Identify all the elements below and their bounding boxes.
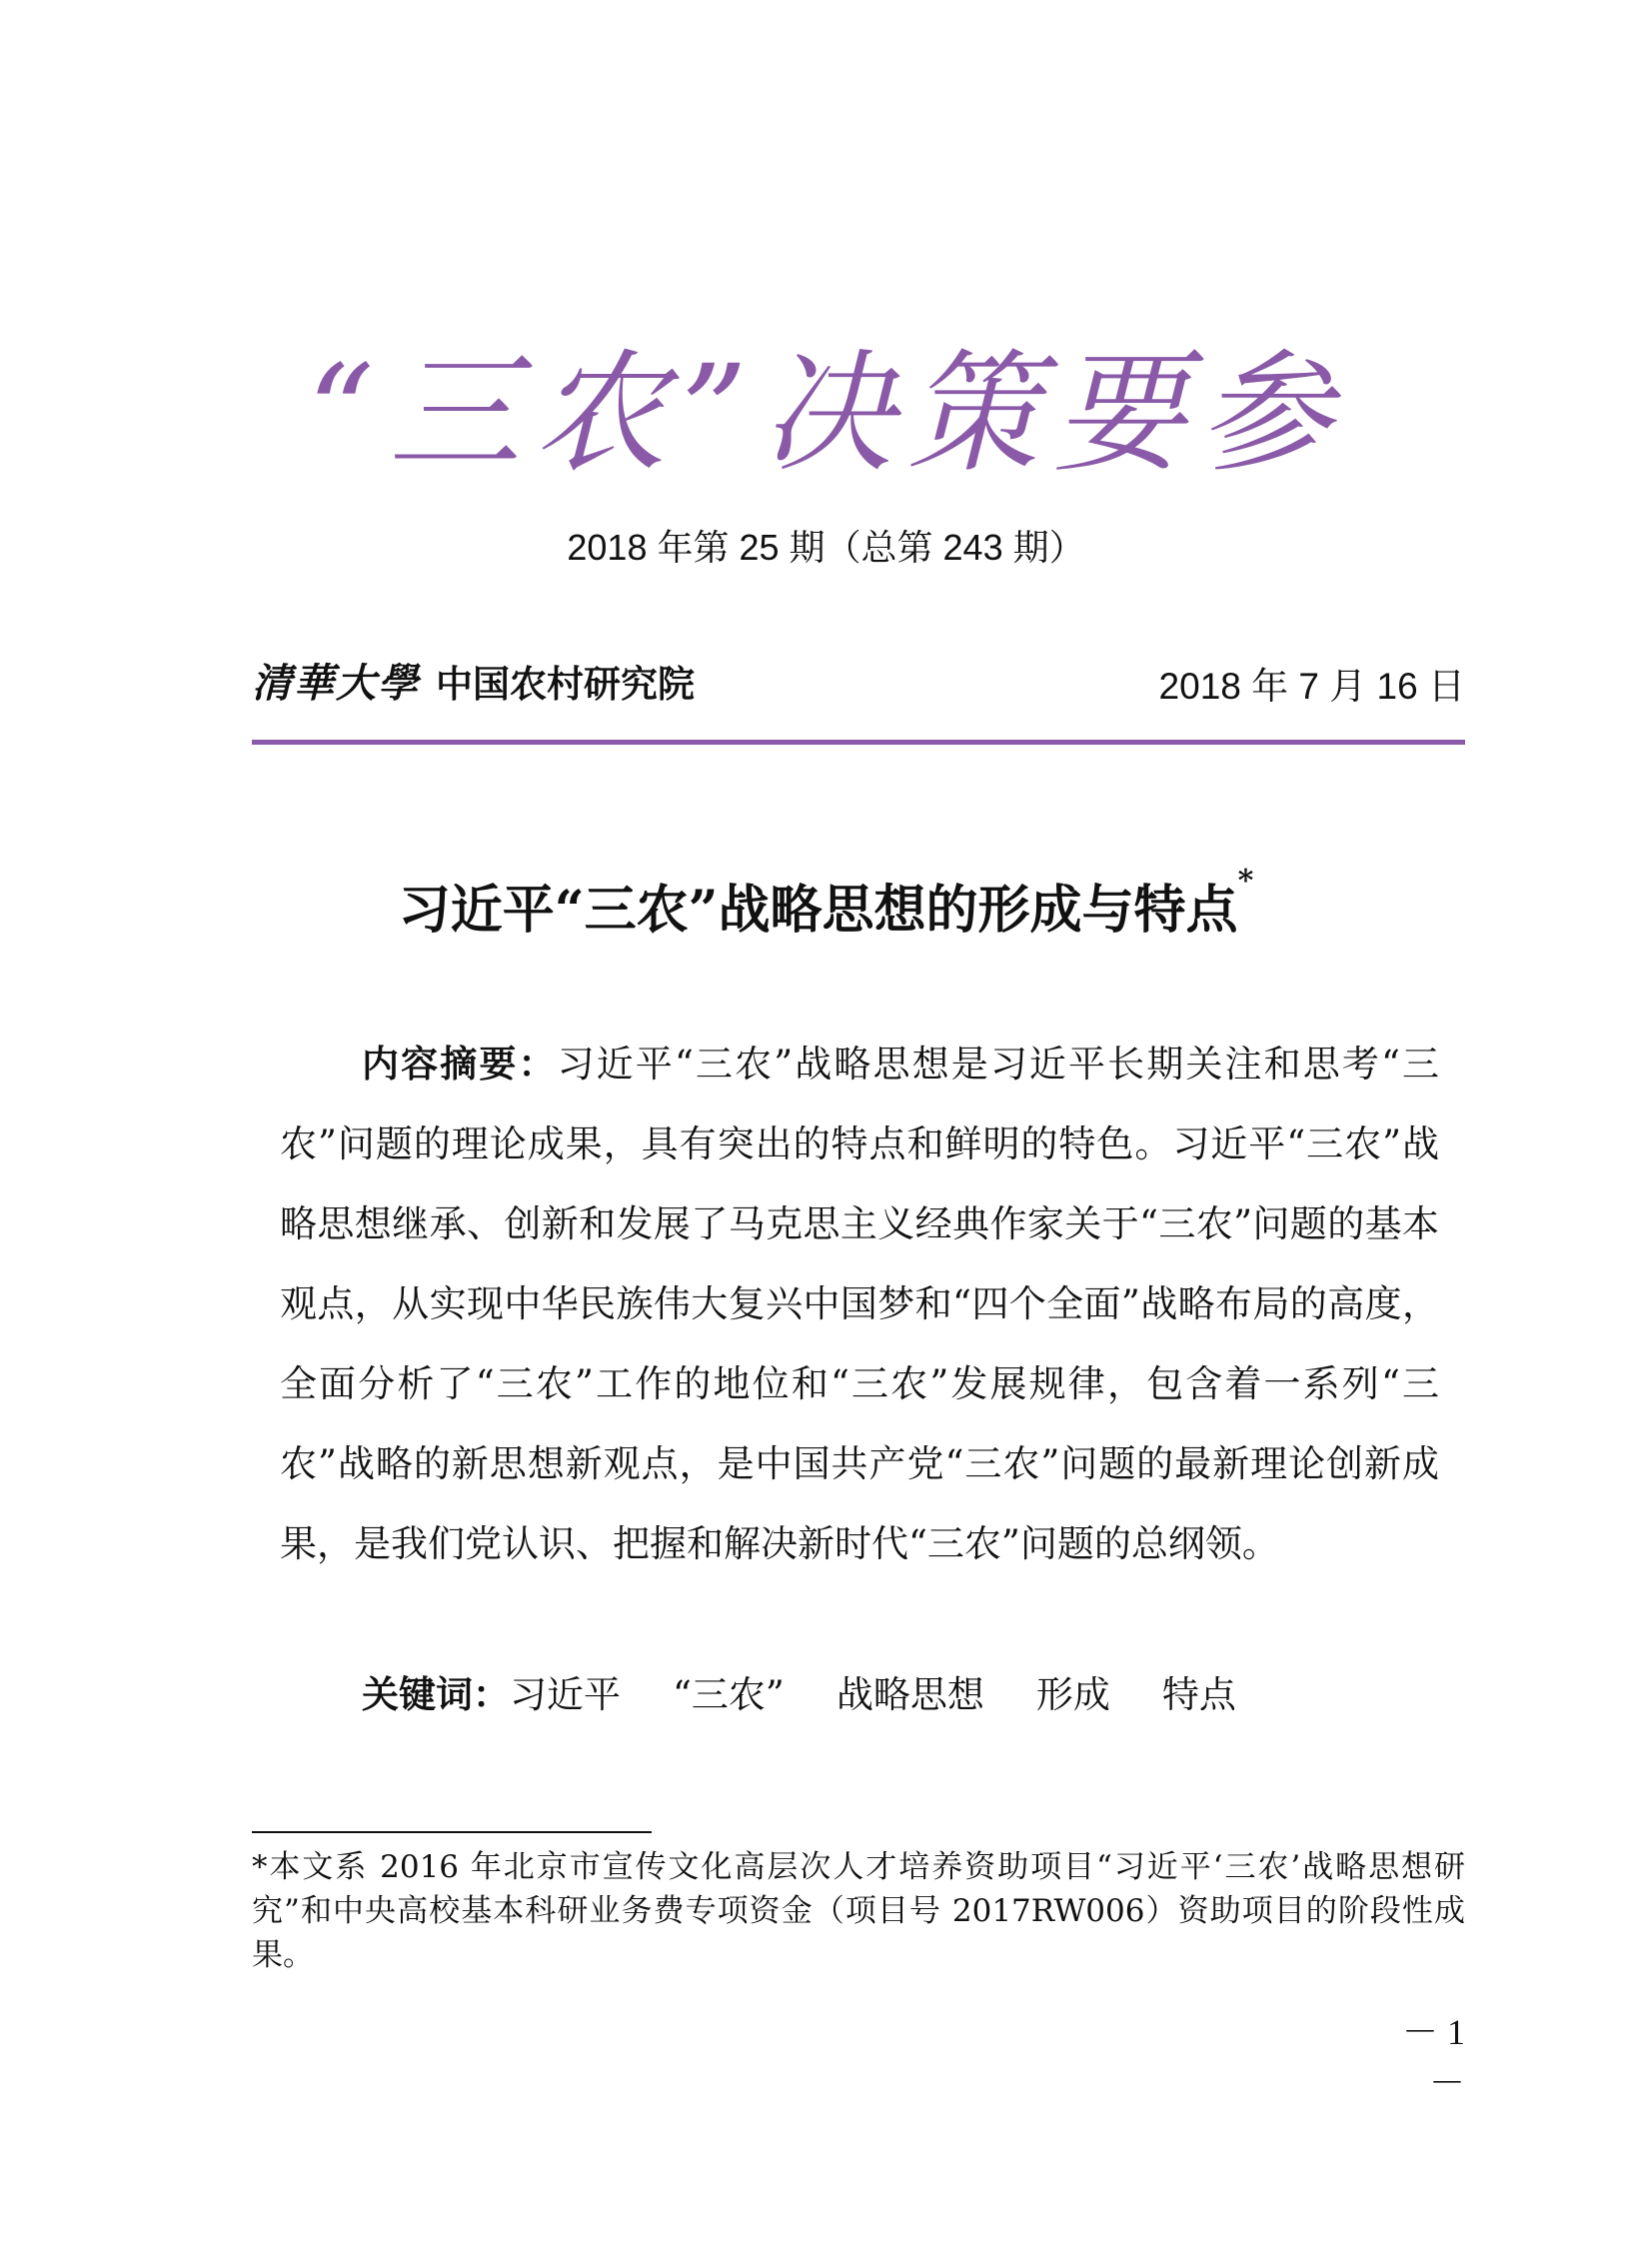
article-title: [0, 864, 1652, 943]
article-title-text: 习近平“三农”战略思想的形成与特点: [398, 880, 1238, 941]
institution: [252, 652, 695, 709]
masthead-title: “三农”决策要参: [307, 337, 1345, 491]
institute-name: 中国农村研究院: [436, 662, 695, 706]
keyword: 习近平: [510, 1673, 621, 1716]
publication-date: 2018 年 7 月 16 日: [1158, 666, 1465, 707]
footnote-marker: *: [1237, 864, 1254, 899]
keywords: [362, 1664, 1288, 1718]
footnote: *本文系 2016 年北京市宣传文化高层次人才培养资助项目“习近平‘三农’战略思想研究”和中央高校基本科研业务费专项资金（项目号 2017RW006）资助项目的阶段性成果。: [252, 1849, 1465, 1973]
abstract: [280, 1025, 1439, 1584]
issue-number: 2018 年第 25 期（总第 243 期）: [567, 527, 1085, 568]
keyword: “三农”: [673, 1673, 785, 1716]
university-logo-text: 清華大學: [252, 660, 420, 707]
abstract-label: 内容摘要：: [362, 1043, 558, 1086]
keywords-label: 关键词：: [362, 1673, 510, 1716]
keyword: 形成: [1035, 1673, 1110, 1716]
header-divider: [252, 740, 1465, 745]
footnote-divider: [252, 1831, 652, 1833]
publisher-header: [252, 652, 1465, 712]
keyword: 特点: [1161, 1673, 1236, 1716]
abstract-text: 习近平“三农”战略思想是习近平长期关注和思考“三农”问题的理论成果，具有突出的特点和鲜明的特色。习近平“三农”战略思想继承、创新和发展了马克思主义经典作家关于“三农”问题的基本观点，从实现中华民族伟大复兴中国梦和“四个全面”战略布局的高度，全面分析了“三农”工作的地位和“三农”发展规律，包含着一系列“三农”战略的新思想新观点，是中国共产党“三农”问题的最新理论创新成果，是我们党认识、把握和解决新时代“三农”问题的总纲领。: [280, 1043, 1440, 1565]
keyword: 战略思想: [835, 1673, 984, 1716]
page-number: － 1 －: [1401, 2012, 1465, 2103]
